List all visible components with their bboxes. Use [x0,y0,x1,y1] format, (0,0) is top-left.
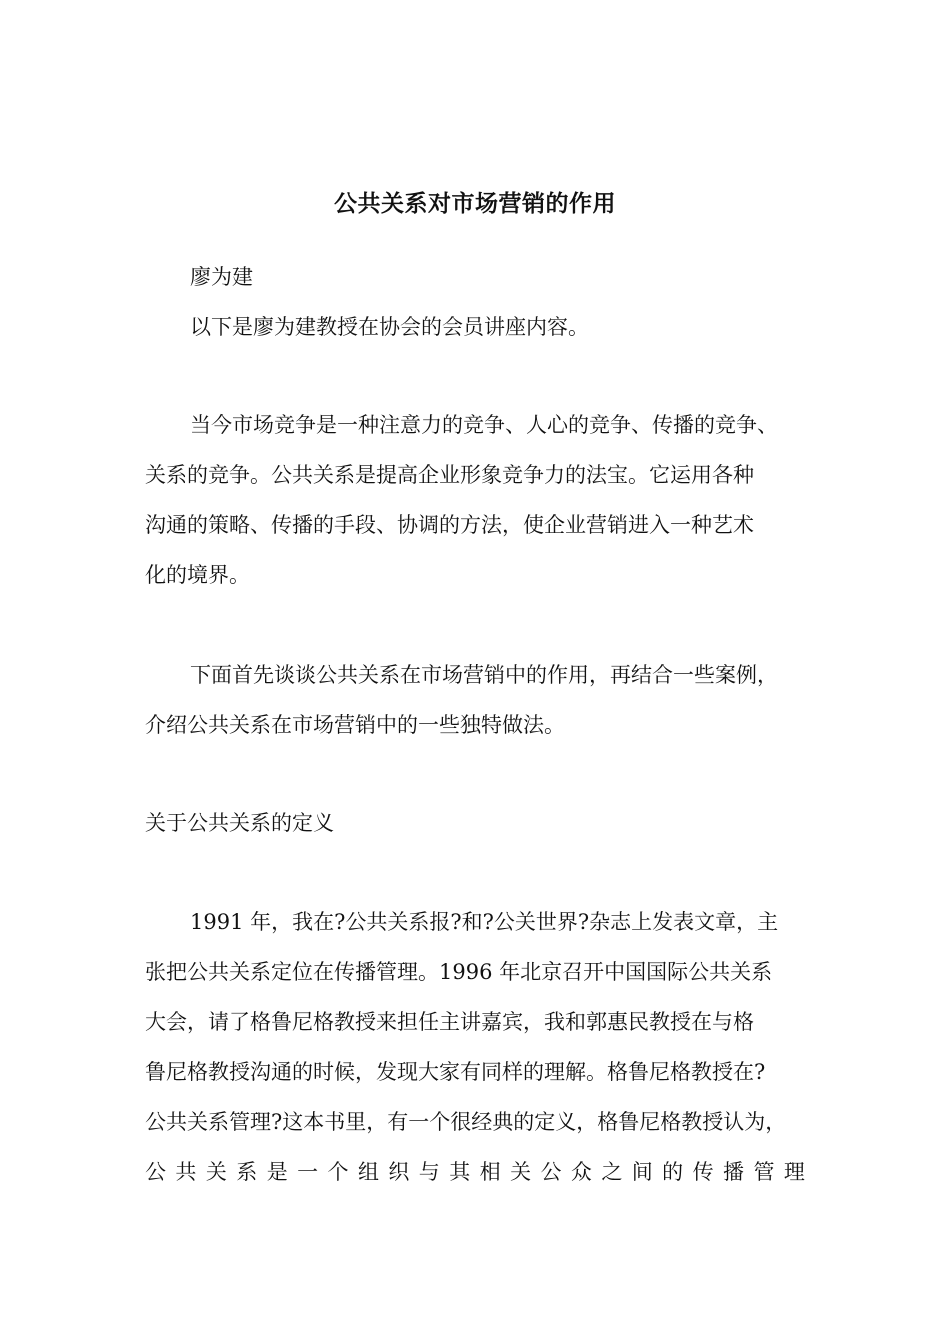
spread-char: 是 [266,1160,288,1184]
spread-char: 织 [388,1160,410,1184]
spread-char: 众 [570,1160,592,1184]
author-name: 廖为建 [190,265,253,289]
spread-char: 传 [692,1160,714,1184]
paragraph2-line1: 下面首先谈谈公共关系在市场营销中的作用，再结合一些案例， [190,663,778,687]
spread-char: 理 [783,1160,805,1184]
spread-char: 播 [723,1160,745,1184]
paragraph1-line1: 当今市场竞争是一种注意力的竞争、人心的竞争、传播的竞争、 [190,413,778,437]
spread-char: 关 [510,1160,532,1184]
spread-char: 公 [540,1160,562,1184]
paragraph1-line3: 沟通的策略、传播的手段、协调的方法，使企业营销进入一种艺术 [145,513,754,537]
spread-char: 管 [753,1160,775,1184]
paragraph3-line1: 1991 年，我在?公共关系报?和?公关世界?杂志上发表文章，主 [190,910,779,934]
paragraph3-line2: 张把公共关系定位在传播管理。1996 年北京召开中国国际公共关系 [145,960,773,984]
paragraph3-line4: 鲁尼格教授沟通的时候，发现大家有同样的理解。格鲁尼格教授在? [145,1060,766,1084]
spread-char: 系 [236,1160,258,1184]
spread-char: 之 [601,1160,623,1184]
section-heading: 关于公共关系的定义 [145,811,334,835]
spread-char: 间 [631,1160,653,1184]
spread-char: 关 [205,1160,227,1184]
paragraph3-line6 [145,1157,805,1187]
spread-char: 一 [297,1160,319,1184]
spread-char: 组 [357,1160,379,1184]
document-title: 公共关系对市场营销的作用 [334,190,616,217]
paragraph3-line5: 公共关系管理?这本书里，有一个很经典的定义，格鲁尼格教授认为， [145,1110,787,1134]
paragraph2-line2: 介绍公共关系在市场营销中的一些独特做法。 [145,713,565,737]
paragraph3-line3: 大会，请了格鲁尼格教授来担任主讲嘉宾，我和郭惠民教授在与格 [145,1010,754,1034]
spread-char: 其 [449,1160,471,1184]
paragraph1-line4: 化的境界。 [145,563,250,587]
intro-text: 以下是廖为建教授在协会的会员讲座内容。 [190,315,589,339]
spread-char: 相 [479,1160,501,1184]
paragraph1-line2: 关系的竞争。公共关系是提高企业形象竞争力的法宝。它运用各种 [145,463,754,487]
spread-char: 的 [662,1160,684,1184]
spread-char: 与 [418,1160,440,1184]
spread-char: 公 [145,1160,166,1184]
spread-char: 共 [175,1160,197,1184]
spread-char: 个 [327,1160,349,1184]
